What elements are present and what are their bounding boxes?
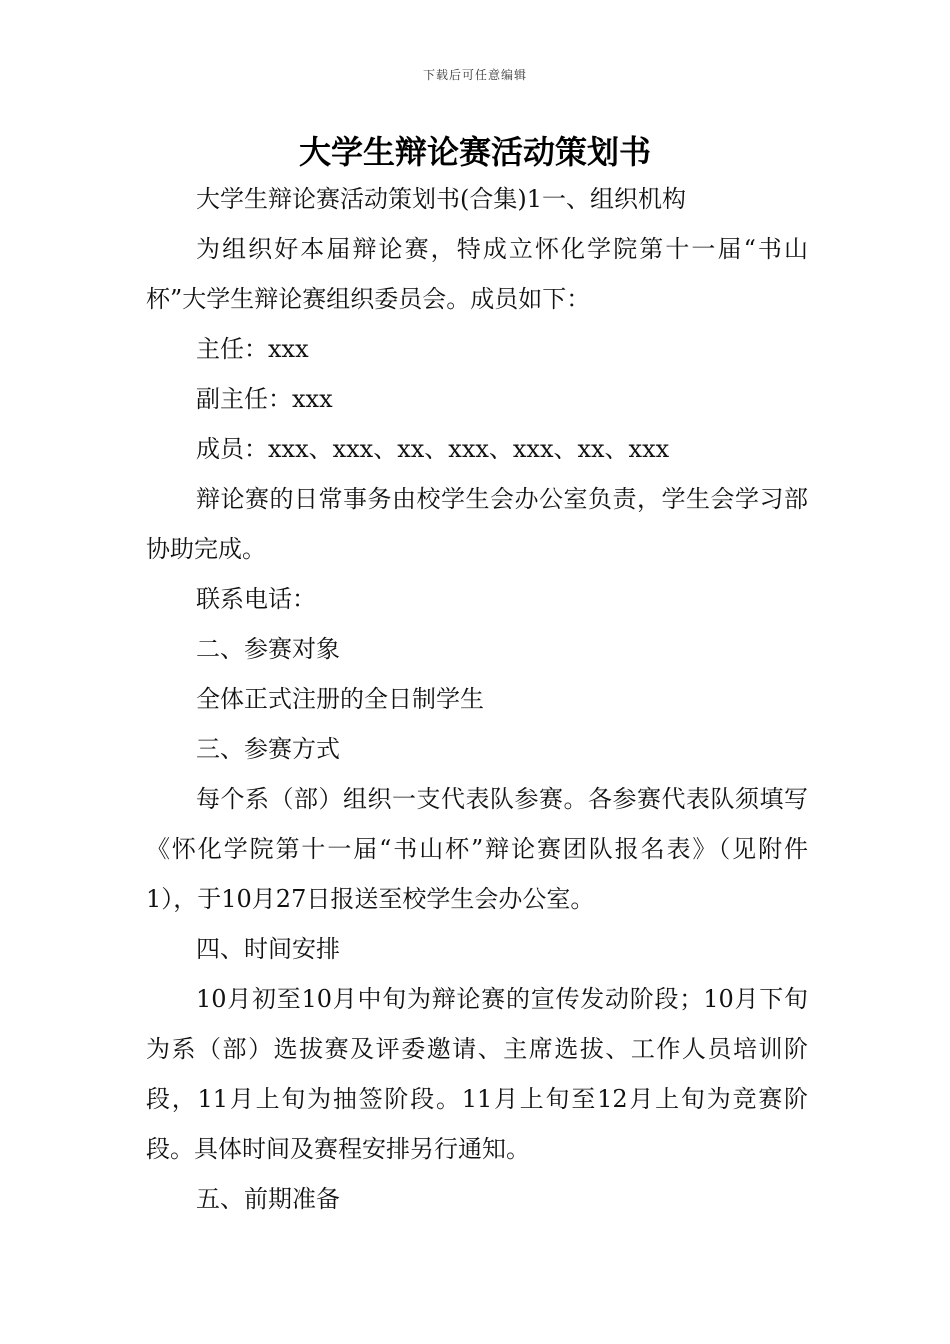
document-title: 大学生辩论赛活动策划书 — [298, 133, 651, 171]
section-heading-schedule: 四、时间安排 — [196, 935, 340, 963]
paragraph-director: 主任：xxx — [196, 335, 309, 363]
paragraph-method: 每个系（部）组织一支代表队参赛。各参赛代表队须填写《怀化学院第十一届“书山杯”辩论赛团队报名表》（见附件1），于10月27日报送至校学生会办公室。 — [146, 785, 808, 913]
paragraph-contact-phone: 联系电话： — [196, 585, 316, 613]
section-heading-participants: 二、参赛对象 — [196, 635, 340, 663]
paragraph-members: 成员：xxx、xxx、xx、xxx、xxx、xx、xxx — [196, 435, 670, 463]
paragraph-committee: 为组织好本届辩论赛，特成立怀化学院第十一届“书山杯”大学生辩论赛组织委员会。成员如下： — [146, 235, 808, 313]
paragraph-schedule: 10月初至10月中旬为辩论赛的宣传发动阶段；10月下旬为系（部）选拔赛及评委邀请、主席选拔、工作人员培训阶段，11月上旬为抽签阶段。11月上旬至12月上旬为竞赛阶段。具体时间及赛程安排另行通知。 — [146, 985, 808, 1163]
paragraph-intro: 大学生辩论赛活动策划书(合集)1一、组织机构 — [196, 185, 686, 213]
paragraph-deputy-director: 副主任：xxx — [196, 385, 333, 413]
page-header-note: 下载后可任意编辑 — [422, 68, 527, 82]
paragraph-daily-affairs: 辩论赛的日常事务由校学生会办公室负责，学生会学习部协助完成。 — [146, 485, 808, 563]
paragraph-participants: 全体正式注册的全日制学生 — [196, 685, 484, 713]
section-heading-method: 三、参赛方式 — [196, 735, 340, 763]
document-body — [146, 174, 808, 1224]
section-heading-preparation: 五、前期准备 — [196, 1185, 340, 1213]
